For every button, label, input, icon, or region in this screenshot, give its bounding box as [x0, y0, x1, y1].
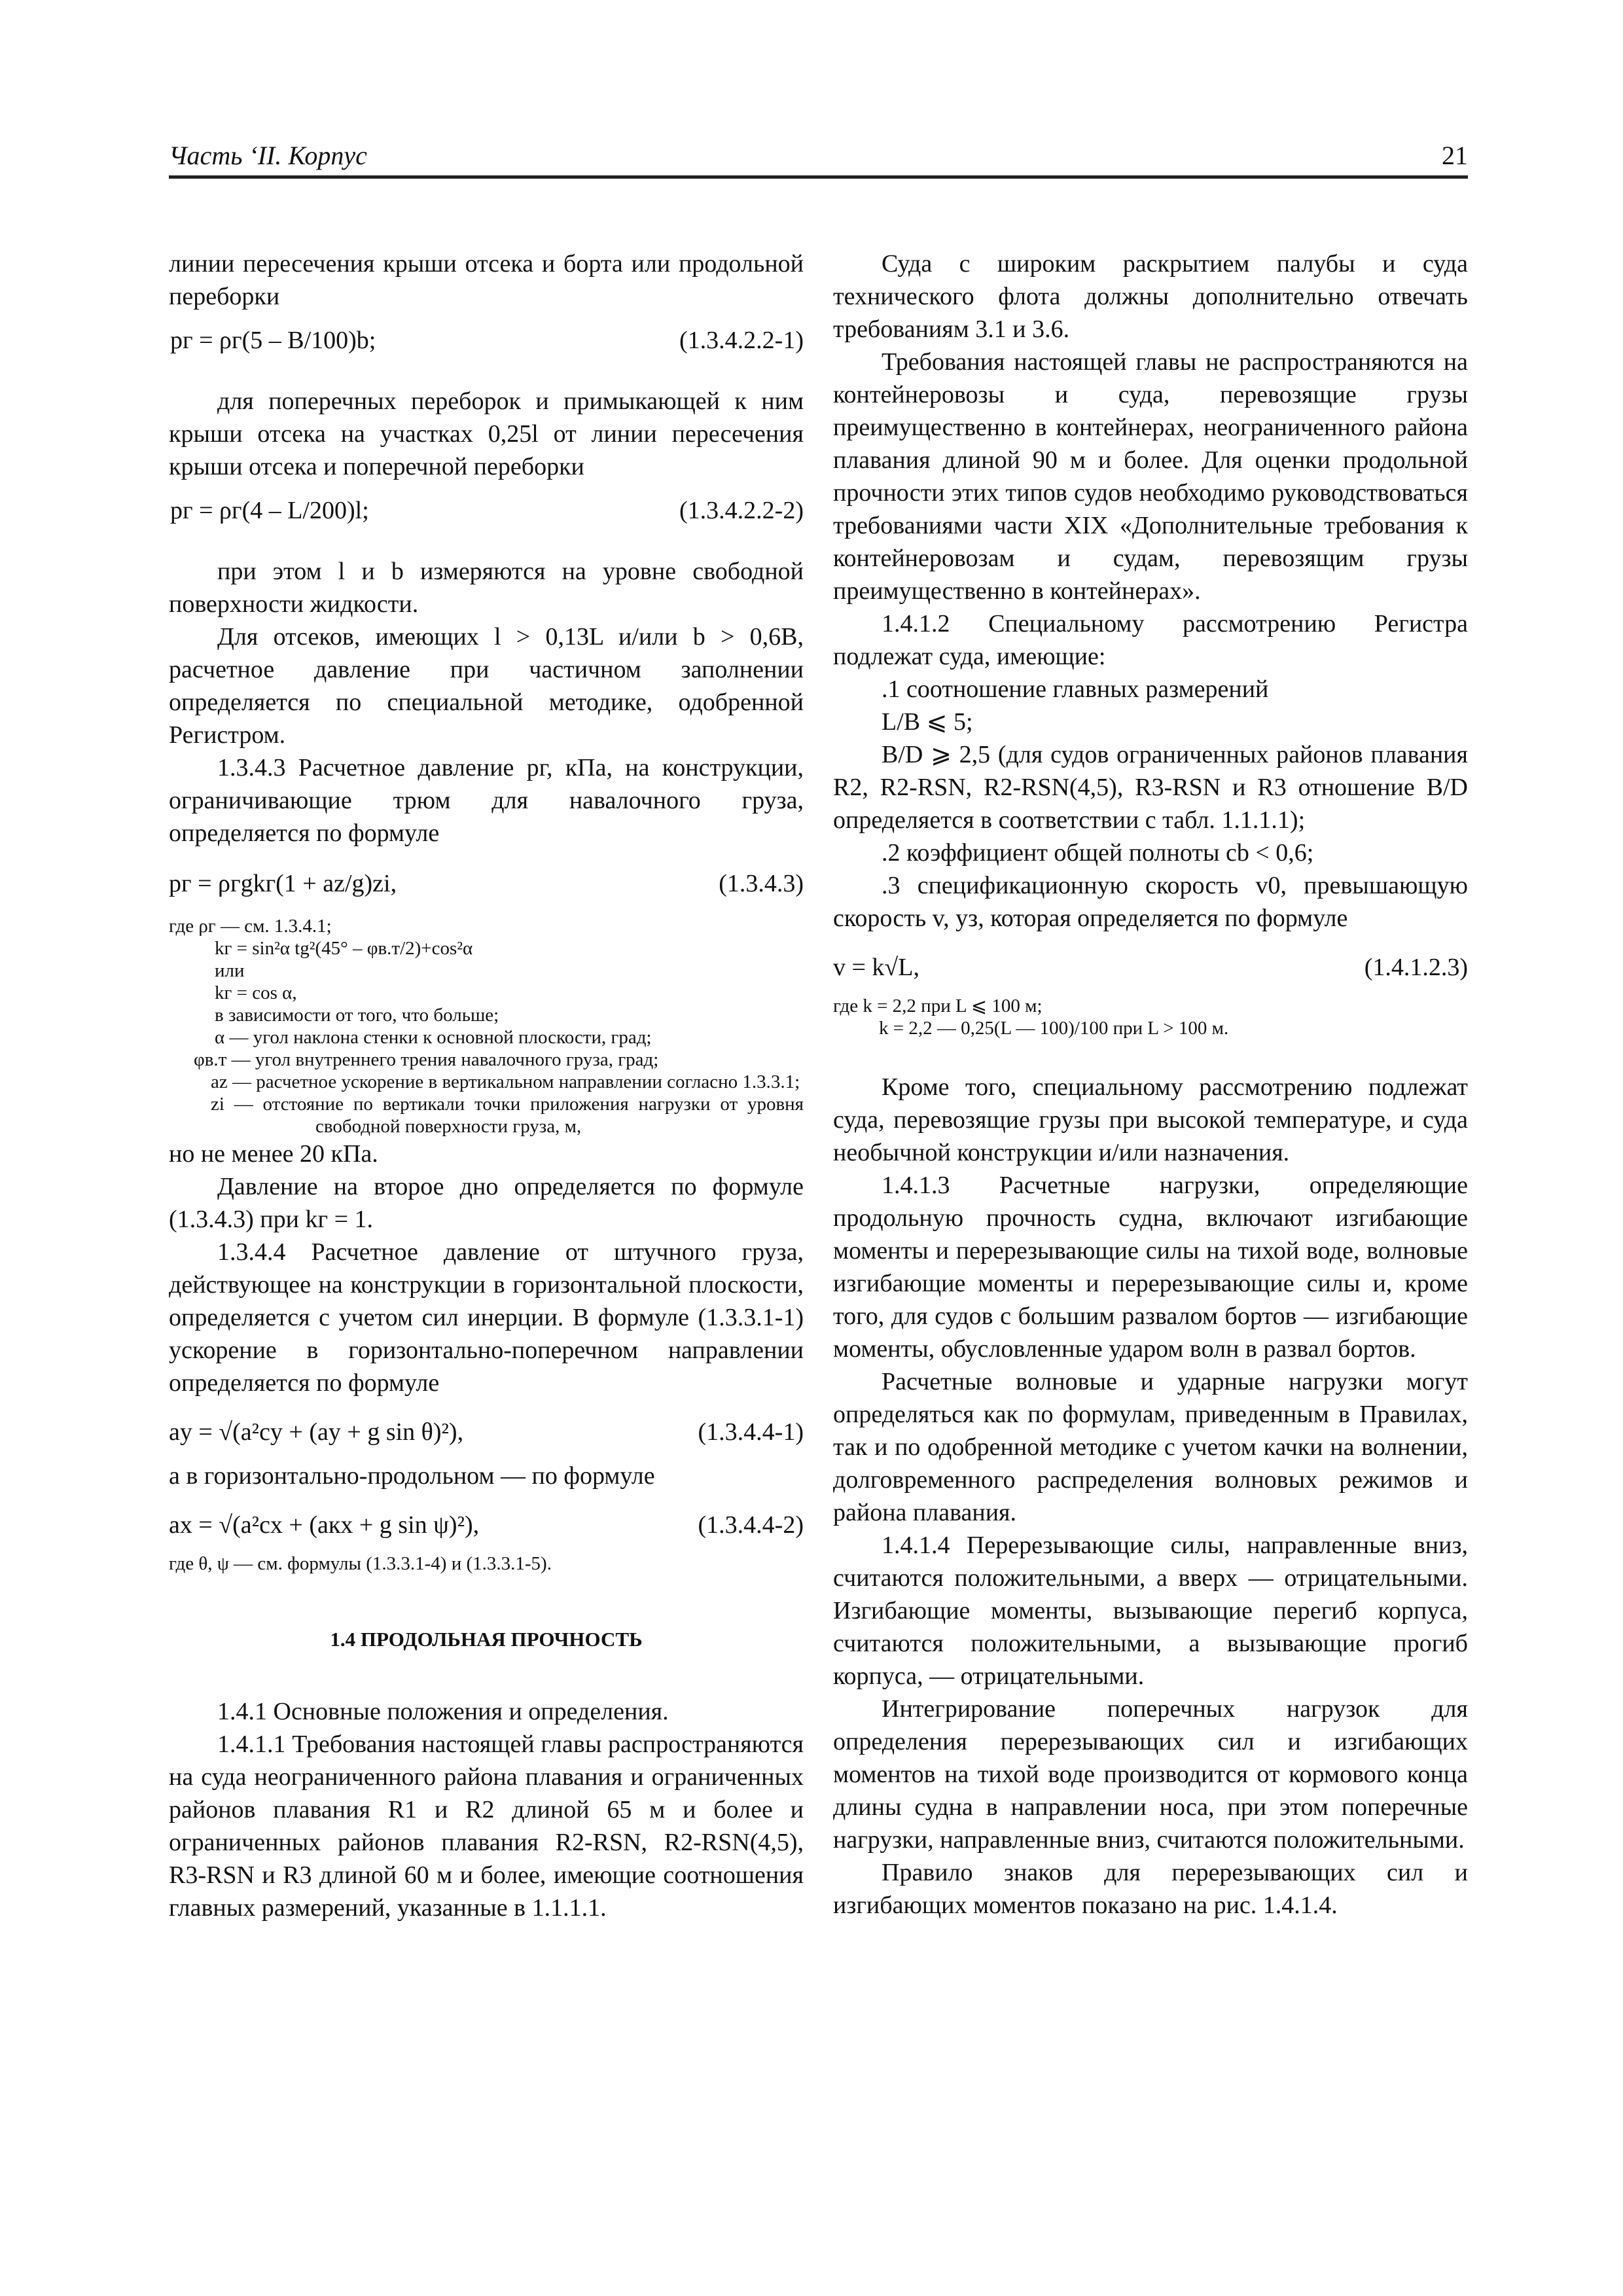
- formula: [169, 1507, 804, 1543]
- page-header: [169, 140, 1468, 179]
- formula: [169, 865, 804, 902]
- paragraph: Интегрирование поперечных нагрузок для определения перерезывающих сил и изгибающих моментов на тихой воде производится от кормового конца длины судна в направлении носа, при этом поперечные нагрузки, направленные вниз, считаются положительными.: [833, 1695, 1468, 1854]
- paragraph: для поперечных переборок и примыкающей к ним крыши отсека на участках 0,25l от линии пересечения крыши отсека и поперечной переборки: [169, 387, 804, 480]
- where-line: где θ, ψ — см. формулы (1.3.3.1-4) и (1.3.3.1-5).: [169, 1553, 552, 1574]
- paragraph: Кроме того, специальному рассмотрению подлежат суда, перевозящие грузы при высокой температуре, и суда необычной конструкции и/или назначения.: [833, 1073, 1468, 1166]
- formula-number: (1.3.4.4-1): [698, 1418, 804, 1446]
- paragraph: 1.4.1.4 Перерезывающие силы, направленные вниз, считаются положительными, а вверх — отрицательными. Изгибающие моменты, вызывающие перегиб корпуса, считаются положительными, а вызывающие прогиб корпуса, — отрицательными.: [833, 1532, 1468, 1690]
- paragraph: при этом l и b измеряются на уровне свободной поверхности жидкости.: [169, 558, 804, 618]
- paragraph: Суда с широким раскрытием палубы и суда технического флота должны дополнительно отвечать требованиям 3.1 и 3.6.: [833, 250, 1468, 343]
- where-line: α — угол наклона стенки к основной плоскости, град;: [215, 1027, 652, 1048]
- right-column: [833, 247, 1468, 1922]
- paragraph: Давление на второе дно определяется по формуле (1.3.4.3) при kг = 1.: [169, 1173, 804, 1233]
- paragraph: Для отсеков, имеющих l > 0,13L и/или b > 0,6B, расчетное давление при частичном заполнении определяется по специальной методике, одобренной Регистром.: [169, 623, 804, 749]
- list-item: B/D ⩾ 2,5 (для судов ограниченных районов плавания R2, R2-RSN, R2-RSN(4,5), R3-RSN и R3 отношение B/D определяется в соответствии с табл. 1.1.1.1);: [833, 741, 1468, 834]
- formula-number: (1.3.4.4-2): [698, 1511, 804, 1539]
- formula: [169, 492, 804, 529]
- header-rule: [169, 175, 1468, 179]
- where-clause: [833, 995, 1468, 1039]
- paragraph: линии пересечения крыши отсека и борта или продольной переборки: [169, 250, 804, 310]
- paragraph: Правило знаков для перерезывающих сил и изгибающих моментов показано на рис. 1.4.1.4.: [833, 1859, 1468, 1919]
- where-line: az — расчетное ускорение в вертикальном направлении согласно 1.3.3.1;: [211, 1071, 800, 1092]
- formula-number: (1.3.4.2.2-1): [679, 327, 804, 354]
- formula: [833, 949, 1468, 986]
- where-line: kг = cos α,: [215, 982, 297, 1003]
- formula: [169, 1414, 804, 1450]
- formula-number: (1.4.1.2.3): [1364, 954, 1468, 981]
- formula-expression: v = k√L,: [833, 954, 919, 981]
- list-item: .2 коэффициент общей полноты cb < 0,6;: [882, 839, 1314, 867]
- where-line: zi — отстояние по вертикали точки приложения нагрузки от уровня свободной поверхности груза, м,: [211, 1094, 804, 1137]
- paragraph: 1.4.1.3 Расчетные нагрузки, определяющие продольную прочность судна, включают изгибающие моменты и перерезывающие силы на тихой воде, волновые изгибающие моменты и перерезывающие силы и, кроме того, для судов с большим развалом бортов — изгибающие моменты, обусловленные ударом волн в развал бортов.: [833, 1172, 1468, 1363]
- list-item: L/B ⩽ 5;: [882, 708, 973, 736]
- where-line: k = 2,2 — 0,25(L — 100)/100 при L > 100 м.: [879, 1018, 1229, 1039]
- paragraph: 1.4.1.1 Требования настоящей главы распространяются на суда неограниченного района плавания и ограниченных районов плавания R1 и R2 длиной 65 м и более и ограниченных районов плавания R2-RSN, R2-RSN(4,5), R3-RSN и R3 длиной 60 м и более, имеющие соотношения главных размерений, указанные в 1.1.1.1.: [169, 1731, 804, 1922]
- left-column: [169, 247, 804, 1924]
- formula-number: (1.3.4.2.2-2): [679, 497, 804, 524]
- list-item: .1 соотношение главных размерений: [882, 675, 1269, 703]
- list-item: .3 спецификационную скорость v0, превышающую скорость v, уз, которая определяется по формуле: [833, 872, 1468, 932]
- running-title: Часть ‘II. Корпус: [169, 141, 367, 170]
- where-line: где ρг — см. 1.3.4.1;: [169, 916, 332, 937]
- formula-expression: ay = √(a²cy + (ay + g sin θ)²),: [169, 1418, 464, 1446]
- formula: [169, 322, 804, 359]
- where-line: kг = sin²α tg²(45° – φв.т/2)+cos²α: [215, 938, 473, 959]
- paragraph: 1.4.1.2 Специальному рассмотрению Регистра подлежат суда, имеющие:: [833, 610, 1468, 670]
- subsection-title: 1.4.1 Основные положения и определения.: [217, 1698, 669, 1725]
- page-number: 21: [1442, 141, 1468, 170]
- where-line: в зависимости от того, что больше;: [215, 1005, 499, 1026]
- paragraph: а в горизонтально-продольном — по формуле: [169, 1462, 655, 1490]
- paragraph: 1.3.4.3 Расчетное давление pг, кПа, на конструкции, ограничивающие трюм для навалочного груза, определяется по формуле: [169, 754, 804, 847]
- paragraph: Требования настоящей главы не распространяются на контейнеровозы и суда, перевозящие грузы преимущественно в контейнерах, неограниченного района плавания длиной 90 м и более. Для оценки продольной прочности этих типов судов необходимо руководствоваться требованиями части XIX «Дополнительные требования к контейнеровозам и судам, перевозящим грузы преимущественно в контейнерах».: [833, 348, 1468, 605]
- paragraph: Расчетные волновые и ударные нагрузки могут определяться как по формулам, приведенным в Правилах, так и по одобренной методике с учетом качки на волнении, долговременного распределения волновых режимов и района плавания.: [833, 1368, 1468, 1526]
- formula-expression: pг = ρгgkг(1 + az/g)zi,: [169, 870, 397, 897]
- where-line: где k = 2,2 при L ⩽ 100 м;: [833, 996, 1043, 1016]
- formula-number: (1.3.4.3): [719, 870, 804, 897]
- where-clause: [169, 915, 804, 1138]
- where-line: φв.т — угол внутреннего трения навалочного груза, град;: [194, 1049, 659, 1070]
- paragraph: 1.3.4.4 Расчетное давление от штучного груза, действующее на конструкции в горизонтальной плоскости, определяется с учетом сил инерции. В формуле (1.3.3.1-1) ускорение в горизонтально-поперечном направлении определяется по формуле: [169, 1238, 804, 1397]
- formula-expression: pг = ρг(4 – L/200)l;: [170, 497, 369, 524]
- formula-expression: ax = √(a²cx + (aкx + g sin ψ)²),: [169, 1511, 480, 1539]
- section-heading: 1.4 ПРОДОЛЬНАЯ ПРОЧНОСТЬ: [330, 1628, 643, 1651]
- formula-expression: pг = ρг(5 – B/100)b;: [170, 327, 376, 354]
- where-line: или: [215, 960, 245, 981]
- paragraph: но не менее 20 кПа.: [169, 1140, 378, 1168]
